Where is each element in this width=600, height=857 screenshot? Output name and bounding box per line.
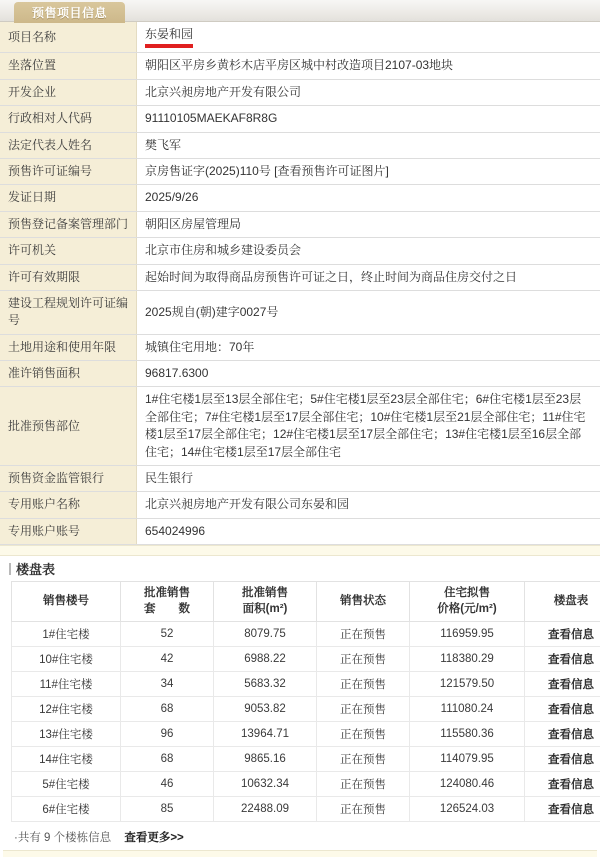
info-row [0, 53, 600, 79]
cell-view-info[interactable]: 查看信息 [525, 622, 600, 647]
building-table-col-header [525, 582, 600, 622]
cell-approved-area: 13964.71 [214, 722, 317, 747]
view-permit-image-link[interactable]: [查看预售许可证图片] [274, 164, 389, 178]
cell-view-info[interactable]: 查看信息 [525, 797, 600, 822]
project-name-highlight [145, 26, 193, 48]
cell-building-no: 1#住宅楼 [12, 622, 121, 647]
cell-approved-area: 10632.34 [214, 772, 317, 797]
info-row [0, 466, 600, 492]
cell-price: 121579.50 [410, 672, 525, 697]
cell-sales-status: 正在预售 [317, 672, 410, 697]
table-row [12, 672, 600, 697]
info-row-value: 北京兴昶房地产开发有限公司东晏和园 [137, 492, 600, 518]
info-row [0, 334, 600, 360]
col-header-line1: 批准销售 [123, 586, 211, 602]
info-row-label: 土地用途和使用年限 [0, 334, 137, 360]
building-table-header-row [12, 582, 600, 622]
cell-view-info[interactable]: 查看信息 [525, 722, 600, 747]
col-header-line1: 销售楼号 [14, 594, 118, 610]
table-row [12, 772, 600, 797]
cell-sales-status: 正在预售 [317, 622, 410, 647]
info-row-value [137, 158, 600, 184]
cell-view-info[interactable]: 查看信息 [525, 672, 600, 697]
info-row-value: 城镇住宅用地：70年 [137, 334, 600, 360]
cell-approved-units: 34 [121, 672, 214, 697]
project-info-table [0, 22, 600, 545]
cell-approved-units: 85 [121, 797, 214, 822]
info-row-label: 行政相对人代码 [0, 106, 137, 132]
info-row-value: 654024996 [137, 518, 600, 544]
cell-sales-status: 正在预售 [317, 797, 410, 822]
cell-approved-area: 5683.32 [214, 672, 317, 697]
cell-sales-status: 正在预售 [317, 697, 410, 722]
building-table-col-header [410, 582, 525, 622]
info-row [0, 106, 600, 132]
cell-view-info[interactable]: 查看信息 [525, 647, 600, 672]
col-header-line1: 住宅拟售 [412, 586, 522, 602]
section-title: 楼盘表 [16, 559, 55, 578]
cell-sales-status: 正在预售 [317, 747, 410, 772]
info-row-label: 许可有效期限 [0, 264, 137, 290]
project-name-text: 东晏和园 [145, 27, 193, 41]
info-row-value: 91110105MAEKAF8R8G [137, 106, 600, 132]
info-row [0, 79, 600, 105]
info-row-label: 预售资金监管银行 [0, 466, 137, 492]
info-row-label: 准许销售面积 [0, 361, 137, 387]
info-row-label: 开发企业 [0, 79, 137, 105]
cell-approved-area: 6988.22 [214, 647, 317, 672]
cell-approved-area: 9865.16 [214, 747, 317, 772]
cell-building-no: 11#住宅楼 [12, 672, 121, 697]
table-row [12, 622, 600, 647]
cell-price: 126524.03 [410, 797, 525, 822]
info-row-value: 民生银行 [137, 466, 600, 492]
info-row [0, 22, 600, 53]
info-row-value [137, 22, 600, 53]
cell-price: 124080.46 [410, 772, 525, 797]
info-row-value: 北京市住房和城乡建设委员会 [137, 238, 600, 264]
info-row [0, 518, 600, 544]
cell-sales-status: 正在预售 [317, 647, 410, 672]
info-row-label: 项目名称 [0, 22, 137, 53]
info-row-label: 建设工程规划许可证编号 [0, 290, 137, 334]
info-row-value: 2025/9/26 [137, 185, 600, 211]
footer-strip [3, 850, 597, 857]
cell-price: 116959.95 [410, 622, 525, 647]
table-row [12, 647, 600, 672]
info-row-label: 批准预售部位 [0, 387, 137, 466]
section-accent-bar [9, 563, 11, 575]
building-table-col-header [121, 582, 214, 622]
building-table-col-header [214, 582, 317, 622]
total-buildings-text: ·共有 9 个楼栋信息 [14, 832, 111, 844]
col-header-line1: 批准销售 [216, 586, 314, 602]
cell-approved-units: 52 [121, 622, 214, 647]
building-table-footer [0, 822, 600, 850]
col-header-line1: 销售状态 [319, 594, 407, 610]
info-row [0, 158, 600, 184]
col-header-line1: 楼盘表 [527, 594, 600, 610]
info-row [0, 290, 600, 334]
table-row [12, 747, 600, 772]
info-row-label: 专用账户账号 [0, 518, 137, 544]
cell-view-info[interactable]: 查看信息 [525, 747, 600, 772]
cell-price: 118380.29 [410, 647, 525, 672]
info-row-value: 起始时间为取得商品房预售许可证之日，终止时间为商品住房交付之日 [137, 264, 600, 290]
info-row-label: 法定代表人姓名 [0, 132, 137, 158]
cell-price: 114079.95 [410, 747, 525, 772]
section-divider-strip [0, 545, 600, 556]
cell-sales-status: 正在预售 [317, 722, 410, 747]
info-row-label: 预售许可证编号 [0, 158, 137, 184]
info-row-value: 1#住宅楼1层至13层全部住宅；5#住宅楼1层至23层全部住宅；6#住宅楼1层至23层全部住宅；7#住宅楼1层至17层全部住宅；10#住宅楼1层至21层全部住宅；11#住宅楼1层至17层全部住宅；12#住宅楼1层至17层全部住宅；13#住宅楼1层至16层全部住宅；14#住宅楼1层至17层全部住宅 [137, 387, 600, 466]
cell-building-no: 6#住宅楼 [12, 797, 121, 822]
info-row-value: 樊飞军 [137, 132, 600, 158]
table-row [12, 697, 600, 722]
cell-approved-units: 68 [121, 747, 214, 772]
info-row-label: 专用账户名称 [0, 492, 137, 518]
info-row [0, 492, 600, 518]
view-more-link[interactable]: 查看更多>> [124, 832, 183, 844]
cell-approved-units: 46 [121, 772, 214, 797]
cell-building-no: 10#住宅楼 [12, 647, 121, 672]
info-row-value: 朝阳区房屋管理局 [137, 211, 600, 237]
info-row [0, 264, 600, 290]
building-table-wrapper [0, 581, 600, 822]
tab-label: 预售项目信息 [32, 4, 107, 21]
cell-building-no: 5#住宅楼 [12, 772, 121, 797]
info-row-label: 许可机关 [0, 238, 137, 264]
red-highlight-bar [145, 44, 193, 48]
table-row [12, 722, 600, 747]
info-row-value: 朝阳区平房乡黄杉木店平房区城中村改造项目2107-03地块 [137, 53, 600, 79]
cell-building-no: 13#住宅楼 [12, 722, 121, 747]
info-row-value: 2025规自(朝)建字0027号 [137, 290, 600, 334]
info-row [0, 361, 600, 387]
building-table-col-header [317, 582, 410, 622]
cell-approved-area: 22488.09 [214, 797, 317, 822]
building-table-section-header [0, 556, 600, 581]
tab-strip [0, 0, 600, 22]
info-row-label: 预售登记备案管理部门 [0, 211, 137, 237]
building-table-col-header [12, 582, 121, 622]
info-row [0, 387, 600, 466]
info-row-value: 北京兴昶房地产开发有限公司 [137, 79, 600, 105]
table-row [12, 797, 600, 822]
permit-number-text: 京房售证字(2025)110号 [145, 164, 274, 178]
cell-approved-units: 42 [121, 647, 214, 672]
col-header-line2: 价格(元/m²) [412, 602, 522, 618]
tab-presale-project-info[interactable] [14, 2, 125, 23]
info-row [0, 238, 600, 264]
info-row-label: 发证日期 [0, 185, 137, 211]
cell-building-no: 12#住宅楼 [12, 697, 121, 722]
col-header-line2: 套 数 [123, 602, 211, 618]
cell-building-no: 14#住宅楼 [12, 747, 121, 772]
col-header-line2: 面积(m²) [216, 602, 314, 618]
info-row [0, 185, 600, 211]
info-row-label: 坐落位置 [0, 53, 137, 79]
info-row [0, 211, 600, 237]
cell-approved-area: 8079.75 [214, 622, 317, 647]
cell-sales-status: 正在预售 [317, 772, 410, 797]
cell-view-info[interactable]: 查看信息 [525, 697, 600, 722]
info-row [0, 132, 600, 158]
info-row-value: 96817.6300 [137, 361, 600, 387]
cell-view-info[interactable]: 查看信息 [525, 772, 600, 797]
cell-price: 111080.24 [410, 697, 525, 722]
building-table [11, 581, 600, 822]
cell-price: 115580.36 [410, 722, 525, 747]
cell-approved-area: 9053.82 [214, 697, 317, 722]
cell-approved-units: 96 [121, 722, 214, 747]
cell-approved-units: 68 [121, 697, 214, 722]
